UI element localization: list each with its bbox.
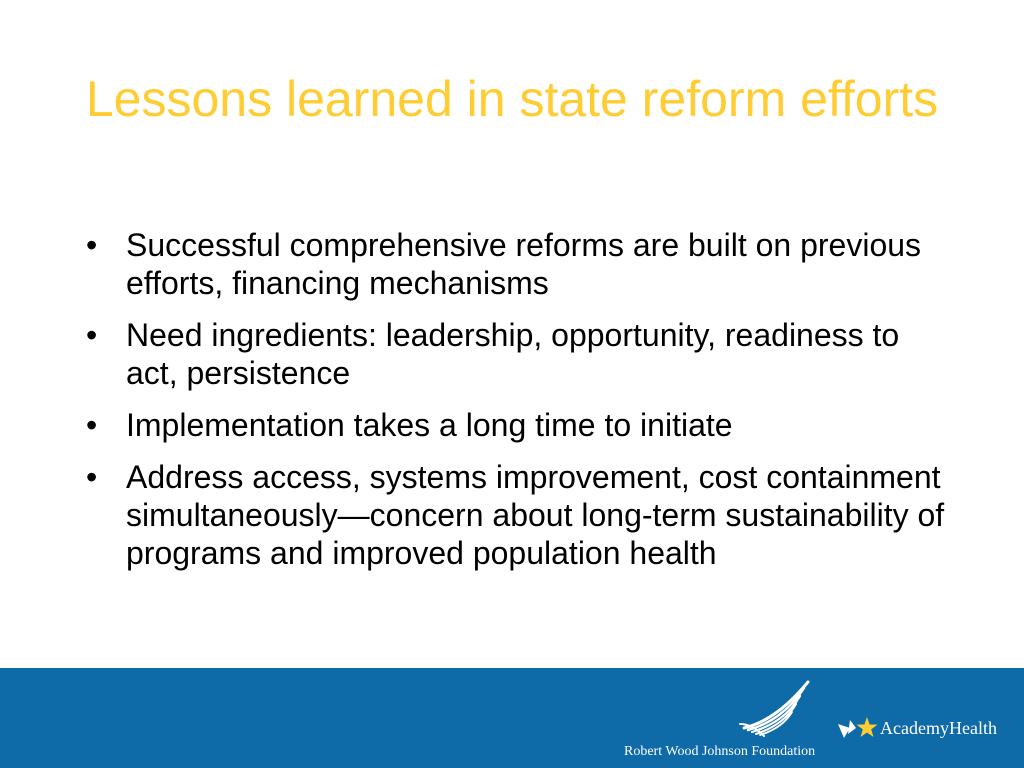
bullet-text: Need ingredients: leadership, opportunity, readiness to act, persistence <box>126 317 900 391</box>
bullet-item <box>86 226 946 302</box>
bullet-point-icon: • <box>86 407 98 443</box>
bullet-point-icon: • <box>86 459 98 495</box>
bullet-text: Successful comprehensive reforms are built on previous efforts, financing mechanisms <box>126 227 922 301</box>
bullet-item <box>86 316 946 392</box>
footer-bar <box>0 668 1024 768</box>
bullet-item <box>86 406 946 444</box>
bullet-text: Implementation takes a long time to initiate <box>126 407 733 443</box>
bullet-point-icon: • <box>86 227 98 263</box>
rwjf-name: Robert Wood Johnson Foundation <box>624 744 816 759</box>
bullet-list <box>86 226 946 586</box>
academyhealth-name: AcademyHealth <box>880 718 997 738</box>
bullet-text: Address access, systems improvement, cost containment simultaneously—concern about long-term sustainability of programs and improved population health <box>126 459 945 571</box>
rwjf-branding <box>622 716 816 766</box>
bullet-item <box>86 458 946 572</box>
slide-title: Lessons learned in state reform efforts <box>85 71 939 127</box>
feather-wing-logo-icon <box>738 678 818 738</box>
bullet-point-icon: • <box>86 317 98 353</box>
academyhealth-star-logo-icon <box>836 714 878 744</box>
academyhealth-branding <box>836 712 1006 752</box>
